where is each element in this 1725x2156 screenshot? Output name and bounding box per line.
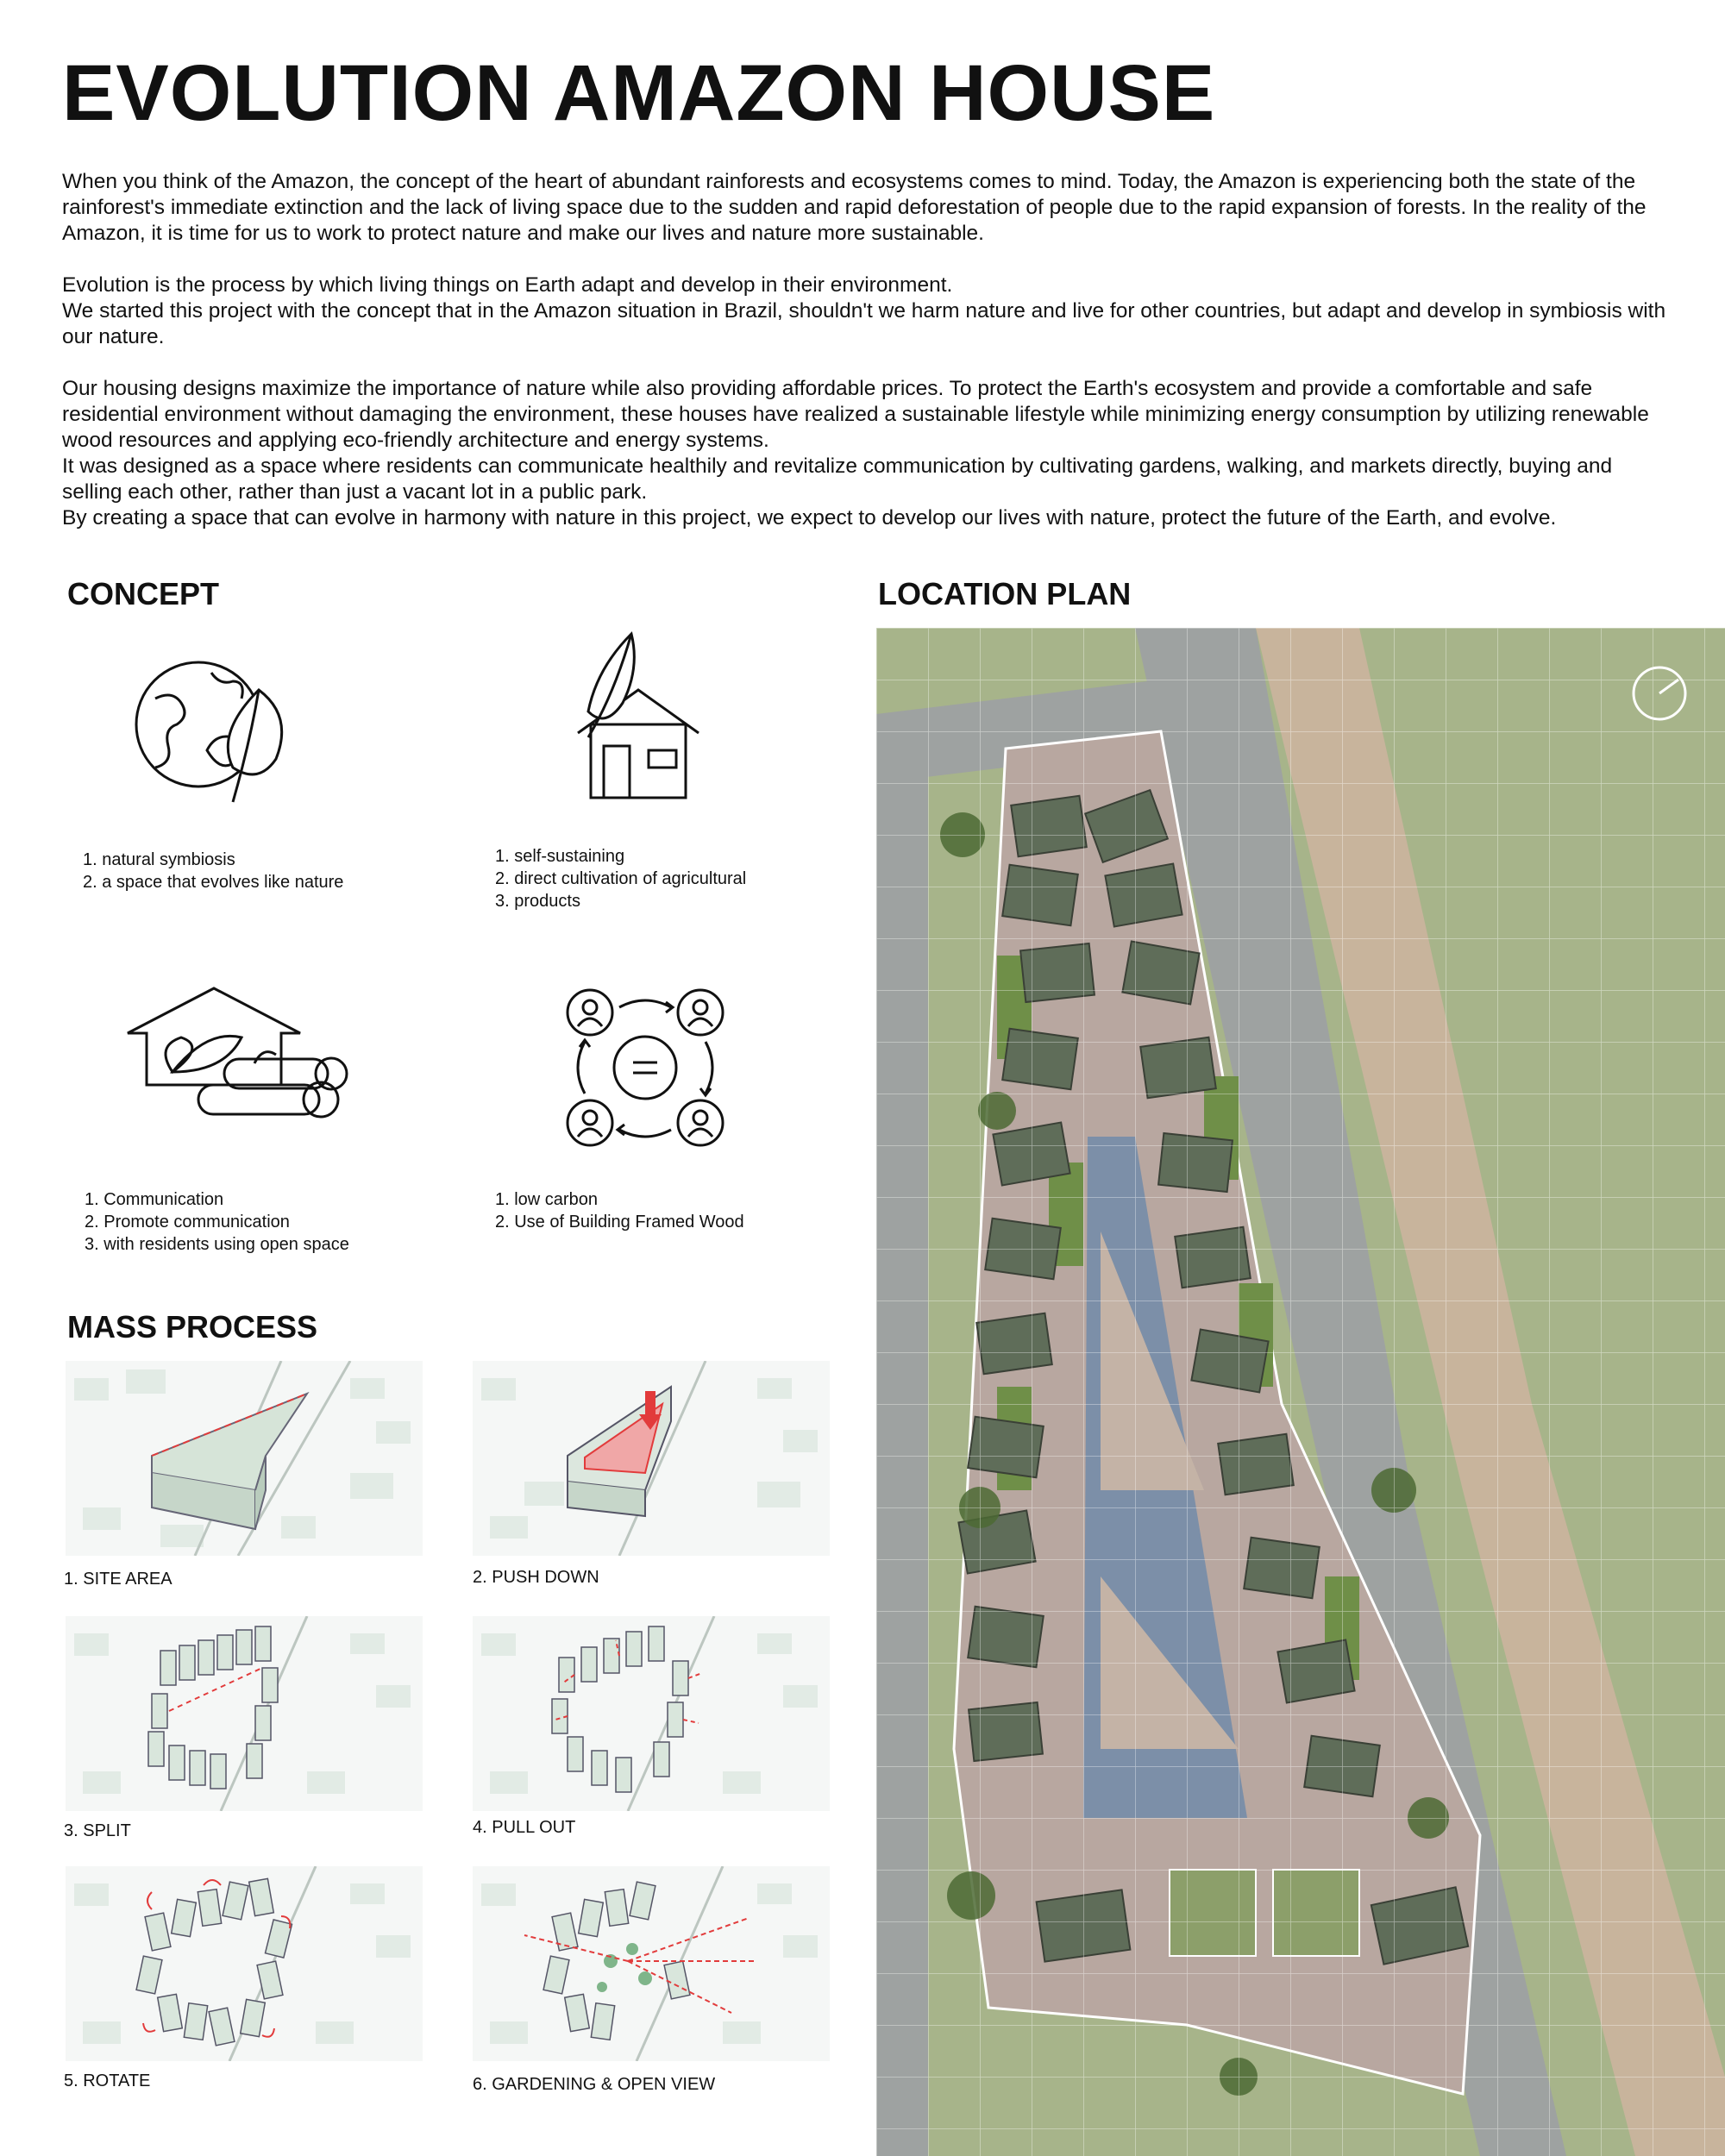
globe-leaf-icon bbox=[129, 655, 302, 815]
list-item: 2. Use of Building Framed Wood bbox=[495, 1213, 744, 1232]
mass-step-6-image bbox=[473, 1866, 830, 2061]
list-item: 1. self-sustaining bbox=[495, 847, 625, 866]
location-plan-heading: LOCATION PLAN bbox=[878, 576, 1132, 611]
concept-heading: CONCEPT bbox=[67, 576, 220, 611]
mass-step-2-image bbox=[473, 1361, 830, 1556]
mass-step-1-image bbox=[66, 1361, 423, 1556]
mass-step-4-label: 4. PULL OUT bbox=[473, 1818, 576, 1837]
intro-text bbox=[62, 169, 1666, 531]
house-wood-icon bbox=[121, 981, 354, 1141]
mass-step-2-label: 2. PUSH DOWN bbox=[473, 1568, 599, 1587]
concept-list-3 bbox=[85, 1188, 349, 1256]
intro-paragraph-2a: Evolution is the process by which living things on Earth adapt and develop in their environment. bbox=[62, 273, 953, 297]
intro-paragraph-3a: Our housing designs maximize the importance of nature while also providing affordable prices. To protect the Earth's ecosystem and provide a comfortable and safe residential environment without damaging the environment, these houses have realized a sustainable lifestyle while minimizing energy consumption by utilizing renewable wood resources and applying eco-friendly architecture and energy systems. bbox=[62, 377, 1649, 452]
list-item: 2. direct cultivation of agricultural bbox=[495, 869, 747, 888]
list-item: 3. with residents using open space bbox=[85, 1235, 349, 1254]
mass-step-1-label: 1. SITE AREA bbox=[64, 1570, 172, 1589]
intro-paragraph-2b: We started this project with the concept that in the Amazon situation in Brazil, shouldn't we harm nature and live for other countries, but adapt and develop in symbiosis with our nature. bbox=[62, 299, 1666, 348]
community-cycle-icon bbox=[559, 981, 731, 1158]
list-item: 2. a space that evolves like nature bbox=[83, 873, 344, 892]
mass-process-heading: MASS PROCESS bbox=[67, 1309, 318, 1344]
mass-step-3-image bbox=[66, 1616, 423, 1811]
page-title: EVOLUTION AMAZON HOUSE bbox=[62, 49, 1216, 137]
intro-paragraph-1: When you think of the Amazon, the concept of the heart of abundant rainforests and ecosystems comes to mind. Today, the Amazon is experiencing both the state of the rainforest's immediate extinction and the lack of living space due to the sudden and rapid deforestation of people due to the rapid expansion of forests. In the reality of the Amazon, it is time for us to work to protect nature and make our lives and nature more sustainable. bbox=[62, 170, 1647, 245]
mass-step-4-image bbox=[473, 1616, 830, 1811]
intro-paragraph-3b: It was designed as a space where residents can communicate healthily and revitalize communication by cultivating gardens, walking, and markets directly, buying and selling each other, rather than just a vacant lot in a public park. bbox=[62, 454, 1613, 504]
mass-step-5-image bbox=[66, 1866, 423, 2061]
list-item: 2. Promote communication bbox=[85, 1213, 290, 1232]
location-plan-map bbox=[876, 628, 1725, 2156]
intro-paragraph-3c: By creating a space that can evolve in harmony with nature in this project, we expect to develop our lives with nature, protect the future of the Earth, and evolve. bbox=[62, 506, 1557, 530]
concept-list-4 bbox=[495, 1188, 744, 1233]
concept-list-1 bbox=[83, 849, 343, 893]
concept-list-2 bbox=[495, 845, 746, 912]
house-leaf-icon bbox=[569, 630, 707, 806]
mass-step-3-label: 3. SPLIT bbox=[64, 1821, 131, 1840]
mass-step-6-label: 6. GARDENING & OPEN VIEW bbox=[473, 2075, 716, 2094]
list-item: 1. natural symbiosis bbox=[83, 850, 235, 869]
list-item: 1. Communication bbox=[85, 1190, 224, 1209]
list-item: 1. low carbon bbox=[495, 1190, 598, 1209]
list-item: 3. products bbox=[495, 892, 580, 911]
mass-step-5-label: 5. ROTATE bbox=[64, 2071, 151, 2090]
